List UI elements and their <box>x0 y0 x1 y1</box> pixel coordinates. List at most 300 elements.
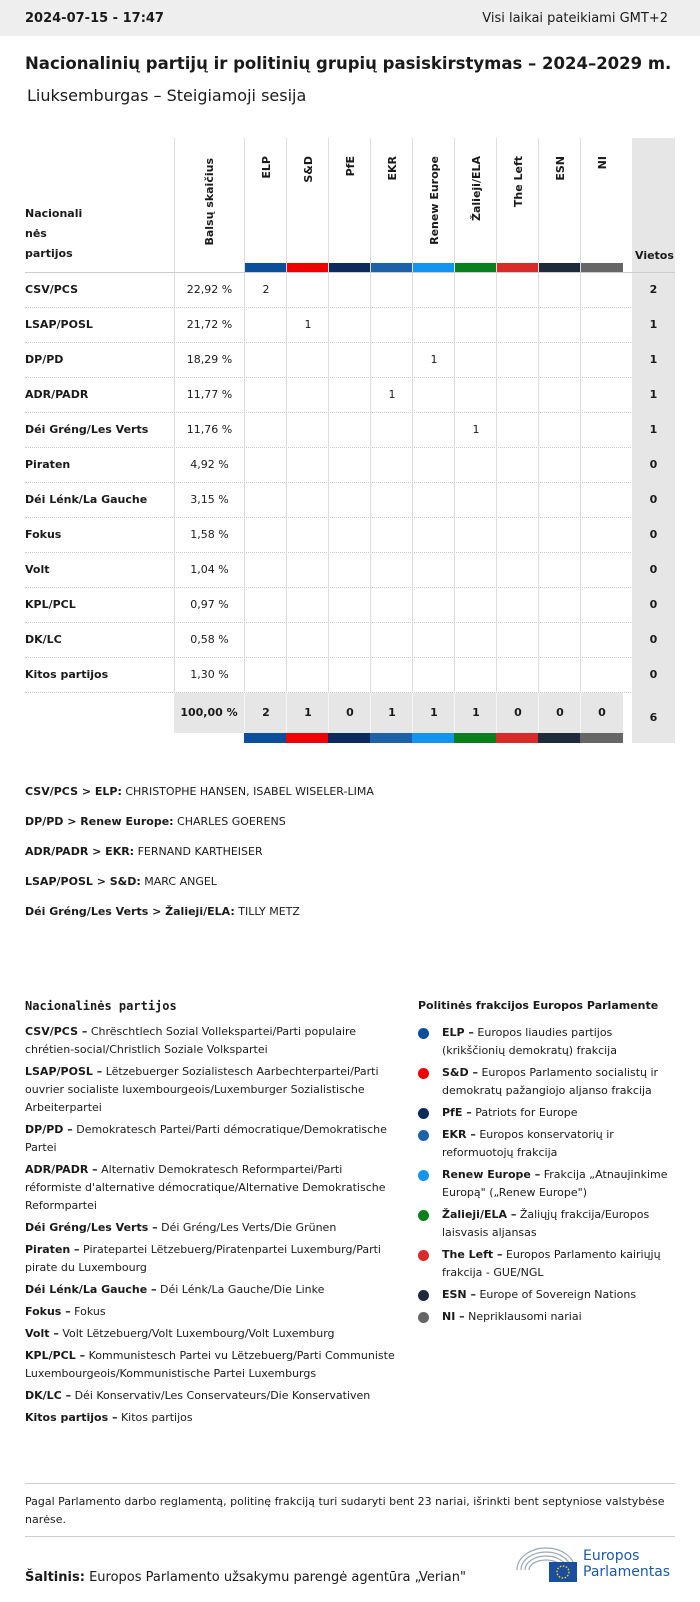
group-seat-cell <box>496 273 539 308</box>
table-row <box>25 553 675 588</box>
group-seat-cell <box>538 378 581 413</box>
group-total-cell: 1 <box>412 693 455 733</box>
group-total-cell: 0 <box>538 693 581 733</box>
seats-header-label: Vietos <box>635 249 674 262</box>
divider <box>25 1483 675 1484</box>
group-color-dot <box>418 1210 429 1221</box>
group-color-bar <box>370 733 413 743</box>
group-seat-cell: 1 <box>286 308 329 343</box>
page-title: Nacionalinių partijų ir politinių grupių pasiskirstymas – 2024–2029 m. <box>25 54 672 73</box>
group-seat-cell <box>538 553 581 588</box>
table-row <box>25 378 675 413</box>
group-seat-cell <box>538 483 581 518</box>
group-seat-cell <box>538 273 581 308</box>
group-header-label: Žalieji/ELA <box>470 156 483 221</box>
table-row <box>25 413 675 448</box>
national-legend-item <box>25 1387 395 1405</box>
group-header-label: Renew Europe <box>428 156 441 245</box>
national-legend-item <box>25 1121 395 1157</box>
national-legend-item <box>25 1409 395 1427</box>
member-line <box>25 785 374 815</box>
legend-abbr: Piraten – <box>25 1243 80 1256</box>
party-seats: 1 <box>632 413 675 448</box>
group-seat-cell <box>244 623 287 658</box>
legend-abbr: S&D – <box>442 1066 478 1079</box>
legend-full: Fokus <box>70 1305 106 1318</box>
group-seat-cell <box>580 273 623 308</box>
group-seat-cell <box>244 413 287 448</box>
group-color-bar <box>497 263 539 272</box>
legend-full: Kommunistesch Partei vu Lëtzebuerg/Parti Communiste Luxembourgeois/Kommunistische Partei Luxemburgs <box>25 1349 395 1380</box>
group-seat-cell <box>538 308 581 343</box>
group-seat-cell <box>328 343 371 378</box>
vote-percent: 1,04 % <box>174 553 244 588</box>
group-seat-cell <box>538 343 581 378</box>
table-row <box>25 518 675 553</box>
legend-full: Déi Gréng/Les Verts/Die Grünen <box>157 1221 337 1234</box>
group-header-label: EKR <box>386 156 399 181</box>
group-seat-cell <box>454 553 497 588</box>
group-seat-cell <box>412 413 455 448</box>
member-names: FERNAND KARTHEISER <box>134 845 263 858</box>
group-color-bar <box>328 733 371 743</box>
party-name: Déi Gréng/Les Verts <box>25 423 149 436</box>
legend-abbr: NI – <box>442 1310 465 1323</box>
party-name: ADR/PADR <box>25 388 89 401</box>
group-seat-cell <box>286 623 329 658</box>
party-seats: 2 <box>632 273 675 308</box>
group-seat-cell <box>454 378 497 413</box>
legend-full: Frakcija „Atnaujinkime Europą" („Renew Europe") <box>442 1168 668 1199</box>
group-legend-item <box>418 1104 678 1122</box>
legend-abbr: Déi Gréng/Les Verts – <box>25 1221 158 1234</box>
group-seat-cell <box>538 413 581 448</box>
group-color-bar <box>287 263 329 272</box>
group-seat-cell <box>412 623 455 658</box>
legend-abbr: Volt – <box>25 1327 59 1340</box>
legend-abbr: ESN – <box>442 1288 476 1301</box>
group-seat-cell <box>538 623 581 658</box>
member-line <box>25 905 374 935</box>
legend-full: Déi Konservativ/Les Conservateurs/Die Konservativen <box>71 1389 371 1402</box>
group-seat-cell <box>496 448 539 483</box>
group-legend-item <box>418 1064 678 1100</box>
party-name: Fokus <box>25 528 62 541</box>
group-seat-cell <box>454 623 497 658</box>
party-name: Piraten <box>25 458 71 471</box>
group-total-cell: 0 <box>328 693 371 733</box>
group-seat-cell <box>580 308 623 343</box>
legend-full: Kitos partijos <box>117 1411 193 1424</box>
group-seat-cell <box>412 658 455 693</box>
group-color-dot <box>418 1068 429 1079</box>
national-legend-item <box>25 1161 395 1215</box>
group-seat-cell <box>496 553 539 588</box>
timestamp: 2024-07-15 - 17:47 <box>25 10 164 26</box>
group-seat-cell <box>328 658 371 693</box>
group-column-header <box>244 138 287 272</box>
group-seat-cell <box>580 623 623 658</box>
party-name: KPL/PCL <box>25 598 76 611</box>
ep-logo-icon <box>515 1544 577 1584</box>
group-seat-cell <box>286 518 329 553</box>
group-column-header <box>538 138 581 272</box>
group-header-label: PfE <box>344 156 357 177</box>
top-bar <box>0 0 700 36</box>
legend-abbr: LSAP/POSL – <box>25 1065 103 1078</box>
national-legend-title: Nacionalinės partijos <box>25 999 177 1013</box>
group-column-header <box>580 138 623 272</box>
group-legend-item <box>418 1246 678 1282</box>
group-seat-cell <box>580 518 623 553</box>
total-percent: 100,00 % <box>174 693 244 733</box>
group-seat-cell <box>496 413 539 448</box>
page-subtitle: Liuksemburgas – Steigiamoji sesija <box>27 86 307 105</box>
group-column-header <box>370 138 413 272</box>
group-column-header <box>412 138 455 272</box>
national-legend-item <box>25 1063 395 1117</box>
party-seats: 1 <box>632 308 675 343</box>
table-header <box>25 138 675 273</box>
group-seat-cell <box>328 623 371 658</box>
national-legend-item <box>25 1219 395 1237</box>
member-key: LSAP/POSL > S&D: <box>25 875 141 888</box>
member-line <box>25 875 374 905</box>
party-name: DP/PD <box>25 353 64 366</box>
table-row <box>25 588 675 623</box>
table-row <box>25 483 675 518</box>
member-key: ADR/PADR > EKR: <box>25 845 135 858</box>
group-total-cell: 1 <box>370 693 413 733</box>
group-total-cell: 1 <box>454 693 497 733</box>
group-seat-cell <box>370 518 413 553</box>
group-seat-cell <box>370 483 413 518</box>
table-row <box>25 658 675 693</box>
group-seat-cell <box>538 588 581 623</box>
group-seat-cell <box>286 553 329 588</box>
group-seat-cell <box>412 273 455 308</box>
group-seat-cell <box>328 308 371 343</box>
group-seat-cell <box>370 658 413 693</box>
group-header-label: ESN <box>554 156 567 181</box>
table-body <box>25 273 675 693</box>
group-seat-cell <box>328 553 371 588</box>
legend-abbr: EKR – <box>442 1128 476 1141</box>
group-header-label: NI <box>596 156 609 170</box>
table-row <box>25 343 675 378</box>
group-seat-cell <box>496 483 539 518</box>
party-seats: 0 <box>632 518 675 553</box>
group-seat-cell <box>454 483 497 518</box>
group-seat-cell <box>370 413 413 448</box>
group-column-header <box>496 138 539 272</box>
group-seat-cell: 1 <box>454 413 497 448</box>
group-seat-cell <box>328 483 371 518</box>
groups-legend-title: Politinės frakcijos Europos Parlamente <box>418 999 659 1012</box>
party-name: Kitos partijos <box>25 668 109 681</box>
party-seats: 0 <box>632 448 675 483</box>
vote-percent: 1,30 % <box>174 658 244 693</box>
group-color-bar <box>538 733 581 743</box>
national-parties-legend <box>25 997 395 1431</box>
group-seat-cell <box>370 553 413 588</box>
group-seat-cell <box>496 518 539 553</box>
group-seat-cell <box>244 553 287 588</box>
group-legend-item <box>418 1308 678 1326</box>
group-total-cell: 0 <box>580 693 623 733</box>
divider <box>25 1536 675 1537</box>
group-legend-item <box>418 1166 678 1202</box>
group-seat-cell: 1 <box>370 378 413 413</box>
group-header-label: The Left <box>512 156 525 208</box>
legend-full: Lëtzebuerger Sozialistesch Aarbechterpartei/Parti ouvrier socialiste luxembourgeois/Luxemburger Sozialistische Arbeiterpartei <box>25 1065 379 1114</box>
group-color-bar <box>455 263 497 272</box>
legend-abbr: CSV/PCS – <box>25 1025 88 1038</box>
group-seat-cell <box>412 553 455 588</box>
group-seat-cell <box>328 588 371 623</box>
group-seat-cell <box>496 623 539 658</box>
legend-abbr: ADR/PADR – <box>25 1163 98 1176</box>
group-total-cell: 0 <box>496 693 539 733</box>
group-seat-cell <box>580 588 623 623</box>
member-key: Déi Gréng/Les Verts > Žalieji/ELA: <box>25 905 235 918</box>
table-row <box>25 623 675 658</box>
timezone-note: Visi laikai pateikiami GMT+2 <box>482 10 668 26</box>
group-seat-cell <box>496 378 539 413</box>
group-seat-cell <box>454 658 497 693</box>
group-seat-cell <box>244 448 287 483</box>
group-color-bar <box>244 733 287 743</box>
member-names: MARC ANGEL <box>140 875 217 888</box>
national-legend-item <box>25 1325 395 1343</box>
group-column-header <box>454 138 497 272</box>
national-legend-item <box>25 1303 395 1321</box>
legend-full: Volt Lëtzebuerg/Volt Luxembourg/Volt Luxemburg <box>58 1327 335 1340</box>
group-header-label: ELP <box>260 156 273 179</box>
national-legend-item <box>25 1023 395 1059</box>
group-color-bar <box>245 263 287 272</box>
group-seat-cell <box>496 308 539 343</box>
vote-percent: 3,15 % <box>174 483 244 518</box>
legend-abbr: Žalieji/ELA – <box>442 1208 517 1221</box>
group-seat-cell <box>286 413 329 448</box>
group-seat-cell <box>454 518 497 553</box>
group-seat-cell <box>580 413 623 448</box>
vote-percent: 21,72 % <box>174 308 244 343</box>
ep-logo <box>515 1544 670 1584</box>
group-seat-cell <box>412 588 455 623</box>
group-legend-item <box>418 1024 678 1060</box>
group-seat-cell <box>244 588 287 623</box>
legend-abbr: Déi Lénk/La Gauche – <box>25 1283 157 1296</box>
group-total-cell: 1 <box>286 693 329 733</box>
group-seat-cell <box>496 343 539 378</box>
votes-column-header <box>174 138 244 272</box>
legend-abbr: DP/PD – <box>25 1123 73 1136</box>
legend-full: Piratepartei Lëtzebuerg/Piratenpartei Luxemburg/Parti pirate du Luxembourg <box>25 1243 381 1274</box>
logo-line-2: Parlamentas <box>583 1564 671 1580</box>
seats-column-header <box>632 138 675 272</box>
votes-header-label: Balsų skaičius <box>203 158 216 246</box>
group-color-bar <box>412 733 455 743</box>
group-seat-cell <box>244 308 287 343</box>
table-row <box>25 273 675 308</box>
group-column-header <box>328 138 371 272</box>
group-seat-cell <box>454 588 497 623</box>
group-color-bar <box>581 263 623 272</box>
group-color-dot <box>418 1312 429 1323</box>
group-legend-item <box>418 1206 678 1242</box>
member-key: DP/PD > Renew Europe: <box>25 815 174 828</box>
group-seat-cell <box>244 343 287 378</box>
party-name: Déi Lénk/La Gauche <box>25 493 148 506</box>
group-color-bar <box>413 263 455 272</box>
group-seat-cell <box>412 483 455 518</box>
group-seat-cell <box>244 518 287 553</box>
vote-percent: 1,58 % <box>174 518 244 553</box>
group-seat-cell <box>244 483 287 518</box>
source-line <box>25 1570 466 1585</box>
legend-full: Nepriklausomi nariai <box>464 1310 582 1323</box>
party-name: DK/LC <box>25 633 62 646</box>
group-legend-item <box>418 1126 678 1162</box>
group-color-bar <box>329 263 371 272</box>
group-seat-cell <box>286 448 329 483</box>
group-color-dot <box>418 1250 429 1261</box>
group-seat-cell: 2 <box>244 273 287 308</box>
party-seats: 0 <box>632 483 675 518</box>
vote-percent: 0,97 % <box>174 588 244 623</box>
group-seat-cell <box>412 518 455 553</box>
group-seat-cell <box>496 658 539 693</box>
group-seat-cell <box>370 343 413 378</box>
political-groups-legend <box>418 997 678 1330</box>
group-seat-cell <box>286 378 329 413</box>
elected-members <box>25 785 374 935</box>
group-seat-cell <box>244 658 287 693</box>
group-seat-cell <box>580 553 623 588</box>
group-seat-cell <box>286 273 329 308</box>
legend-full: Alternativ Demokratesch Reformpartei/Parti réformiste d'alternative démocratique/Alternative Demokratische Reformpartei <box>25 1163 386 1212</box>
group-seat-cell <box>580 343 623 378</box>
legend-abbr: KPL/PCL – <box>25 1349 86 1362</box>
group-seat-cell <box>370 308 413 343</box>
totals-row <box>25 693 675 743</box>
legend-full: Europe of Sovereign Nations <box>475 1288 637 1301</box>
party-seats: 0 <box>632 553 675 588</box>
group-seat-cell <box>580 378 623 413</box>
vote-percent: 0,58 % <box>174 623 244 658</box>
national-legend-item <box>25 1281 395 1299</box>
vote-percent: 11,76 % <box>174 413 244 448</box>
group-seat-cell <box>454 448 497 483</box>
table-row <box>25 448 675 483</box>
group-column-header <box>286 138 329 272</box>
group-seat-cell <box>328 273 371 308</box>
legend-abbr: The Left – <box>442 1248 503 1261</box>
legend-full: Patriots for Europe <box>471 1106 578 1119</box>
party-seats: 1 <box>632 343 675 378</box>
group-seat-cell <box>412 448 455 483</box>
group-seat-cell <box>454 273 497 308</box>
group-color-bar <box>539 263 581 272</box>
source-text: Europos Parlamento užsakymu parengė agentūra „Verian" <box>89 1570 466 1585</box>
group-color-bar <box>454 733 497 743</box>
legend-full: Demokratesch Partei/Parti démocratique/Demokratische Partei <box>25 1123 387 1154</box>
legend-full: Europos liaudies partijos (krikščionių demokratų) frakcija <box>442 1026 617 1057</box>
group-seat-cell <box>328 448 371 483</box>
group-color-dot <box>418 1108 429 1119</box>
party-seats: 0 <box>632 658 675 693</box>
party-name: CSV/PCS <box>25 283 78 296</box>
vote-percent: 22,92 % <box>174 273 244 308</box>
group-color-dot <box>418 1170 429 1181</box>
group-seat-cell: 1 <box>412 343 455 378</box>
member-line <box>25 815 374 845</box>
member-line <box>25 845 374 875</box>
group-seat-cell <box>538 518 581 553</box>
group-seat-cell <box>580 483 623 518</box>
party-name: LSAP/POSL <box>25 318 93 331</box>
group-legend-item <box>418 1286 678 1304</box>
source-label: Šaltinis: <box>25 1570 85 1585</box>
group-color-dot <box>418 1290 429 1301</box>
group-seat-cell <box>454 343 497 378</box>
group-seat-cell <box>244 378 287 413</box>
group-color-dot <box>418 1130 429 1141</box>
vote-percent: 18,29 % <box>174 343 244 378</box>
legend-abbr: PfE – <box>442 1106 472 1119</box>
table-row <box>25 308 675 343</box>
legend-abbr: Fokus – <box>25 1305 71 1318</box>
party-seats: 1 <box>632 378 675 413</box>
legend-full: Žaliųjų frakcija/Europos laisvasis aljansas <box>442 1208 650 1239</box>
legend-full: Europos Parlamento socialistų ir demokratų pažangiojo aljanso frakcija <box>442 1066 659 1097</box>
group-seat-cell <box>328 518 371 553</box>
group-seat-cell <box>328 378 371 413</box>
legend-abbr: ELP – <box>442 1026 474 1039</box>
national-legend-item <box>25 1347 395 1383</box>
group-color-bar <box>580 733 623 743</box>
vote-percent: 11,77 % <box>174 378 244 413</box>
group-color-bar <box>286 733 329 743</box>
group-seat-cell <box>370 623 413 658</box>
group-total-cell: 2 <box>244 693 287 733</box>
group-seat-cell <box>454 308 497 343</box>
rules-note: Pagal Parlamento darbo reglamentą, politinę frakciją turi sudaryti bent 23 nariai, išrinkti bent septyniose valstybėse narėse. <box>25 1495 665 1526</box>
member-key: CSV/PCS > ELP: <box>25 785 122 798</box>
group-seat-cell <box>370 273 413 308</box>
legend-full: Chrëschtlech Sozial Vollekspartei/Parti populaire chrétien-social/Christlich Soziale Volkspartei <box>25 1025 357 1056</box>
group-seat-cell <box>580 448 623 483</box>
group-seat-cell <box>538 658 581 693</box>
party-column-header: Nacionali nės partijos <box>25 207 83 260</box>
party-seats: 0 <box>632 623 675 658</box>
national-legend-item <box>25 1241 395 1277</box>
group-color-dot <box>418 1028 429 1039</box>
logo-line-1: Europos <box>583 1548 640 1564</box>
legend-full: Déi Lénk/La Gauche/Die Linke <box>156 1283 325 1296</box>
group-seat-cell <box>580 658 623 693</box>
group-seat-cell <box>370 588 413 623</box>
group-color-bar <box>371 263 413 272</box>
group-seat-cell <box>538 448 581 483</box>
legend-full: Europos konservatorių ir reformuotojų frakcija <box>442 1128 614 1159</box>
legend-abbr: Kitos partijos – <box>25 1411 118 1424</box>
member-names: CHARLES GOERENS <box>173 815 286 828</box>
group-seat-cell <box>328 413 371 448</box>
total-seats: 6 <box>632 693 675 743</box>
